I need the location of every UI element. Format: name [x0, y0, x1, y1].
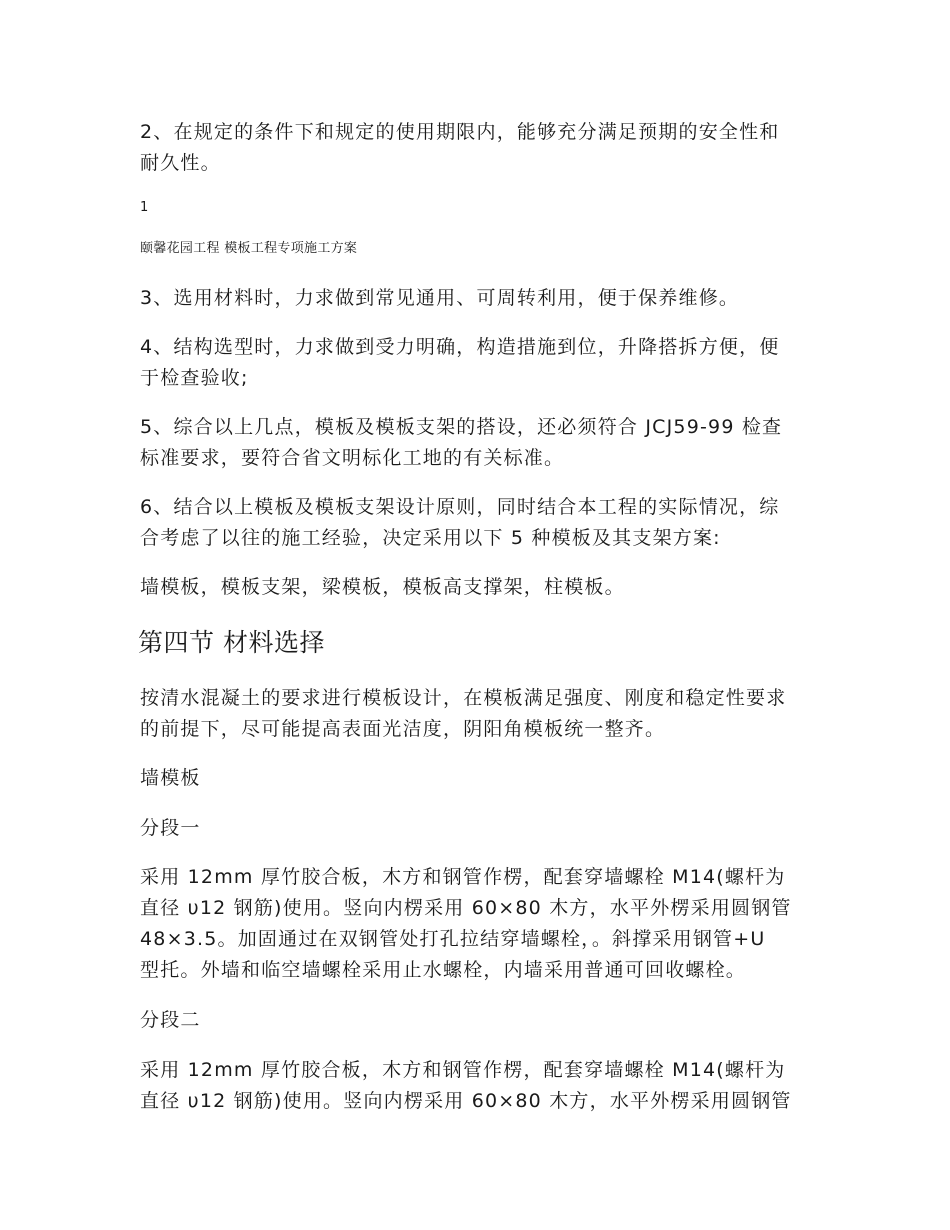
paragraph-7-line-1: 墙模板，模板支架，梁模板，模板高支撑架，柱模板。: [140, 576, 625, 598]
paragraph-5-line-2: 标准要求，要符合省文明标化工地的有关标准。: [140, 447, 565, 469]
paragraph-4-line-2: 于检查验收;: [140, 367, 249, 389]
segment-1-line-1: 采用 12mm 厚竹胶合板，木方和钢管作楞，配套穿墙螺栓 M14(螺杆为: [140, 866, 786, 888]
page-number: 1: [140, 200, 149, 215]
intro-line-2: 的前提下，尽可能提高表面光洁度，阴阳角模板统一整齐。: [140, 718, 666, 740]
segment-2-label: 分段二: [140, 1009, 201, 1031]
paragraph-4-line-1: 4、结构选型时，力求做到受力明确，构造措施到位，升降搭拆方便，便: [140, 336, 780, 358]
paragraph-6-line-1: 6、结合以上模板及模板支架设计原则，同时结合本工程的实际情况，综: [140, 496, 780, 518]
running-title: 颐馨花园工程 模板工程专项施工方案: [140, 241, 358, 256]
paragraph-5-line-1: 5、综合以上几点，模板及模板支架的搭设，还必须符合 JCJ59-99 检查: [140, 416, 783, 438]
wall-formwork-label: 墙模板: [140, 767, 201, 789]
paragraph-3-line-1: 3、选用材料时，力求做到常见通用、可周转利用，便于保养维修。: [140, 287, 740, 309]
segment-2-line-2: 直径 υ12 钢筋)使用。竖向内楞采用 60×80 木方，水平外楞采用圆钢管: [140, 1090, 792, 1112]
segment-1-line-2: 直径 υ12 钢筋)使用。竖向内楞采用 60×80 木方，水平外楞采用圆钢管: [140, 897, 792, 919]
segment-1-line-3: 48×3.5。加固通过在双钢管处打孔拉结穿墙螺栓，。斜撑采用钢管+U: [140, 928, 766, 950]
segment-1-line-4: 型托。外墙和临空墙螺栓采用止水螺栓，内墙采用普通可回收螺栓。: [140, 959, 747, 981]
paragraph-6-line-2: 合考虑了以往的施工经验，决定采用以下 5 种模板及其支架方案:: [140, 527, 721, 549]
intro-line-1: 按清水混凝土的要求进行模板设计，在模板满足强度、刚度和稳定性要求: [140, 687, 787, 709]
segment-2-line-1: 采用 12mm 厚竹胶合板，木方和钢管作楞，配套穿墙螺栓 M14(螺杆为: [140, 1059, 786, 1081]
paragraph-2-line-2: 耐久性。: [140, 152, 221, 174]
paragraph-2-line-1: 2、在规定的条件下和规定的使用期限内，能够充分满足预期的安全性和: [140, 121, 780, 143]
section-heading: 第四节 材料选择: [138, 628, 325, 657]
segment-1-label: 分段一: [140, 817, 201, 839]
